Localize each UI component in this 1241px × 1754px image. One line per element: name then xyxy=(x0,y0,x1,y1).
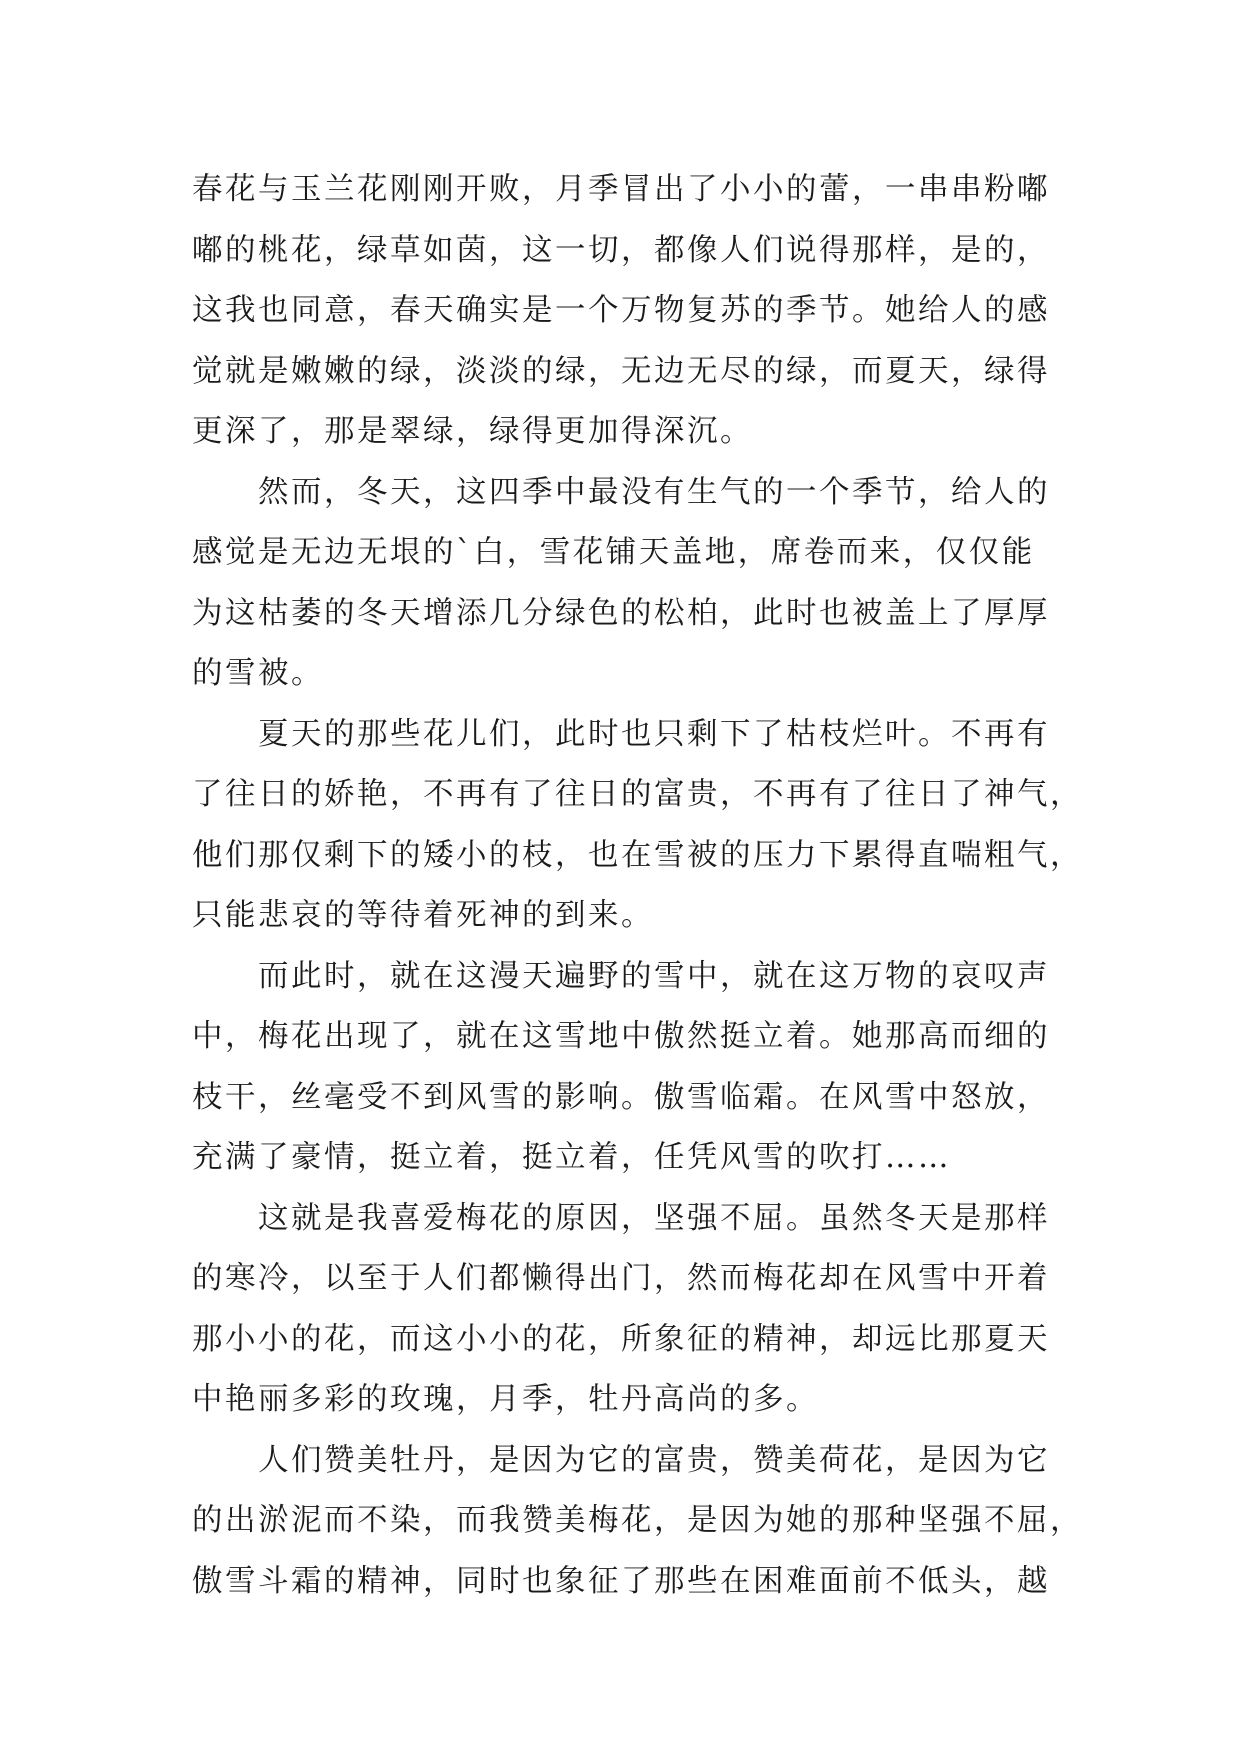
text-line: 中艳丽多彩的玫瑰，月季，牡丹高尚的多。 xyxy=(192,1382,819,1417)
essay-body xyxy=(192,160,1083,1612)
text-line: 那小小的花，而这小小的花，所象征的精神，却远比那夏天 xyxy=(192,1321,1050,1357)
text-line: 为这枯萎的冬天增添几分绿色的松柏，此时也被盖上了厚厚 xyxy=(192,595,1050,631)
text-line: 而此时，就在这漫天遍野的雪中，就在这万物的哀叹声 xyxy=(192,958,1050,994)
text-line: 了往日的娇艳，不再有了往日的富贵，不再有了往日了神气， xyxy=(192,777,1083,812)
text-line: 人们赞美牡丹，是因为它的富贵，赞美荷花，是因为它 xyxy=(192,1442,1050,1478)
text-line: 的出淤泥而不染，而我赞美梅花，是因为她的那种坚强不屈， xyxy=(192,1503,1083,1538)
text-line: 中，梅花出现了，就在这雪地中傲然挺立着。她那高而细的 xyxy=(192,1019,1050,1054)
text-line: 的寒冷，以至于人们都懒得出门，然而梅花却在风雪中开着 xyxy=(192,1261,1050,1296)
text-line: 夏天的那些花儿们，此时也只剩下了枯枝烂叶。不再有 xyxy=(192,716,1050,752)
text-line: 更深了，那是翠绿，绿得更加得深沉。 xyxy=(192,414,753,449)
text-line: 春花与玉兰花刚刚开败，月季冒出了小小的蕾，一串串粉嘟 xyxy=(192,172,1050,207)
text-line: 觉就是嫩嫩的绿，淡淡的绿，无边无尽的绿，而夏天，绿得 xyxy=(192,353,1050,389)
text-line: 嘟的桃花，绿草如茵，这一切，都像人们说得那样，是的， xyxy=(192,232,1050,268)
text-line: 只能悲哀的等待着死神的到来。 xyxy=(192,898,654,933)
text-line: 枝干，丝毫受不到风雪的影响。傲雪临霜。在风雪中怒放， xyxy=(192,1079,1050,1115)
text-line: 傲雪斗霜的精神，同时也象征了那些在困难面前不低头，越 xyxy=(192,1563,1050,1599)
text-line: 充满了豪情，挺立着，挺立着，任凭风雪的吹打…… xyxy=(192,1140,951,1175)
text-line: 他们那仅剩下的矮小的枝，也在雪被的压力下累得直喘粗气， xyxy=(192,837,1083,873)
text-line: 这就是我喜爱梅花的原因，坚强不屈。虽然冬天是那样 xyxy=(192,1200,1050,1236)
text-line: 感觉是无边无垠的`白，雪花铺天盖地，席卷而来，仅仅能 xyxy=(192,535,1035,570)
text-line: 这我也同意，春天确实是一个万物复苏的季节。她给人的感 xyxy=(192,293,1050,328)
text-line: 然而，冬天，这四季中最没有生气的一个季节，给人的 xyxy=(192,474,1050,510)
text-line: 的雪被。 xyxy=(192,656,324,691)
